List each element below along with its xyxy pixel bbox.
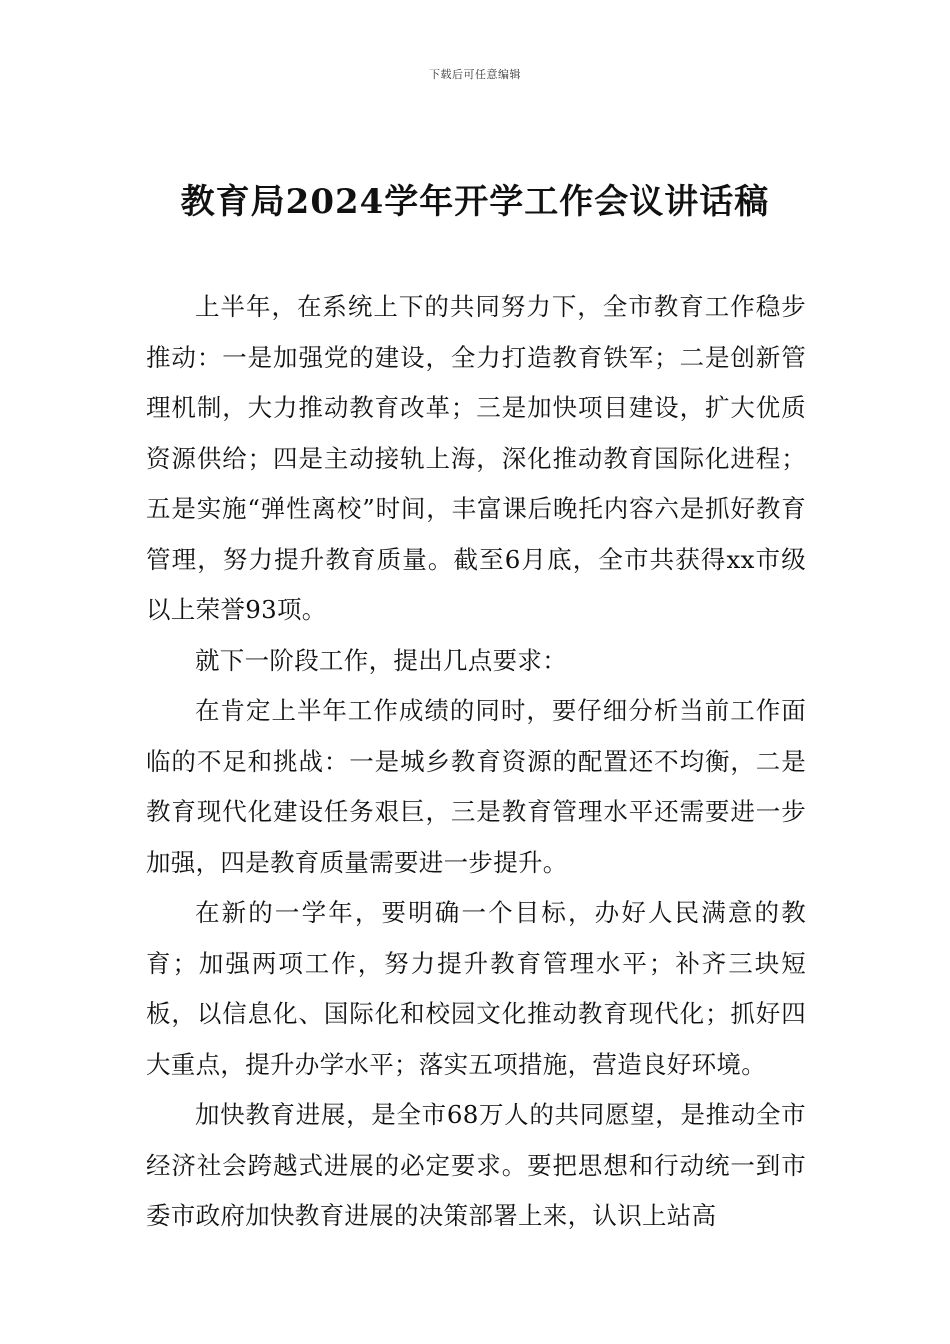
document-title: 教育局2024学年开学工作会议讲话稿 [180,182,770,222]
paragraph-4: 在新的一学年，要明确一个目标，办好人民满意的教育；加强两项工作，努力提升教育管理水平；补齐三块短板，以信息化、国际化和校园文化推动教育现代化；抓好四大重点，提升办学水平；落实五项措施，营造良好环境。 [146,898,806,1079]
paragraph-5: 加快教育进展，是全市68万人的共同愿望，是推动全市经济社会跨越式进展的必定要求。要把思想和行动统一到市委市政府加快教育进展的决策部署上来，认识上站高 [146,1100,806,1230]
paragraph-1: 上半年，在系统上下的共同努力下，全市教育工作稳步推动：一是加强党的建设，全力打造教育铁军；二是创新管理机制，大力推动教育改革；三是加快项目建设，扩大优质资源供给；四是主动接轨上海，深化推动教育国际化进程；五是实施“弹性离校”时间，丰富课后晚托内容六是抓好教育管理，努力提升教育质量。截至6月底，全市共获得xx市级以上荣誉93项。 [146,292,806,624]
paragraph-3: 在肯定上半年工作成绩的同时，要仔细分析当前工作面临的不足和挑战：一是城乡教育资源的配置还不均衡，二是教育现代化建设任务艰巨，三是教育管理水平还需要进一步加强，四是教育质量需要进一步提升。 [146,696,806,877]
paragraph-2: 就下一阶段工作，提出几点要求： [195,645,567,675]
document-body [146,282,806,1242]
header-note: 下载后可任意编辑 [429,68,521,81]
